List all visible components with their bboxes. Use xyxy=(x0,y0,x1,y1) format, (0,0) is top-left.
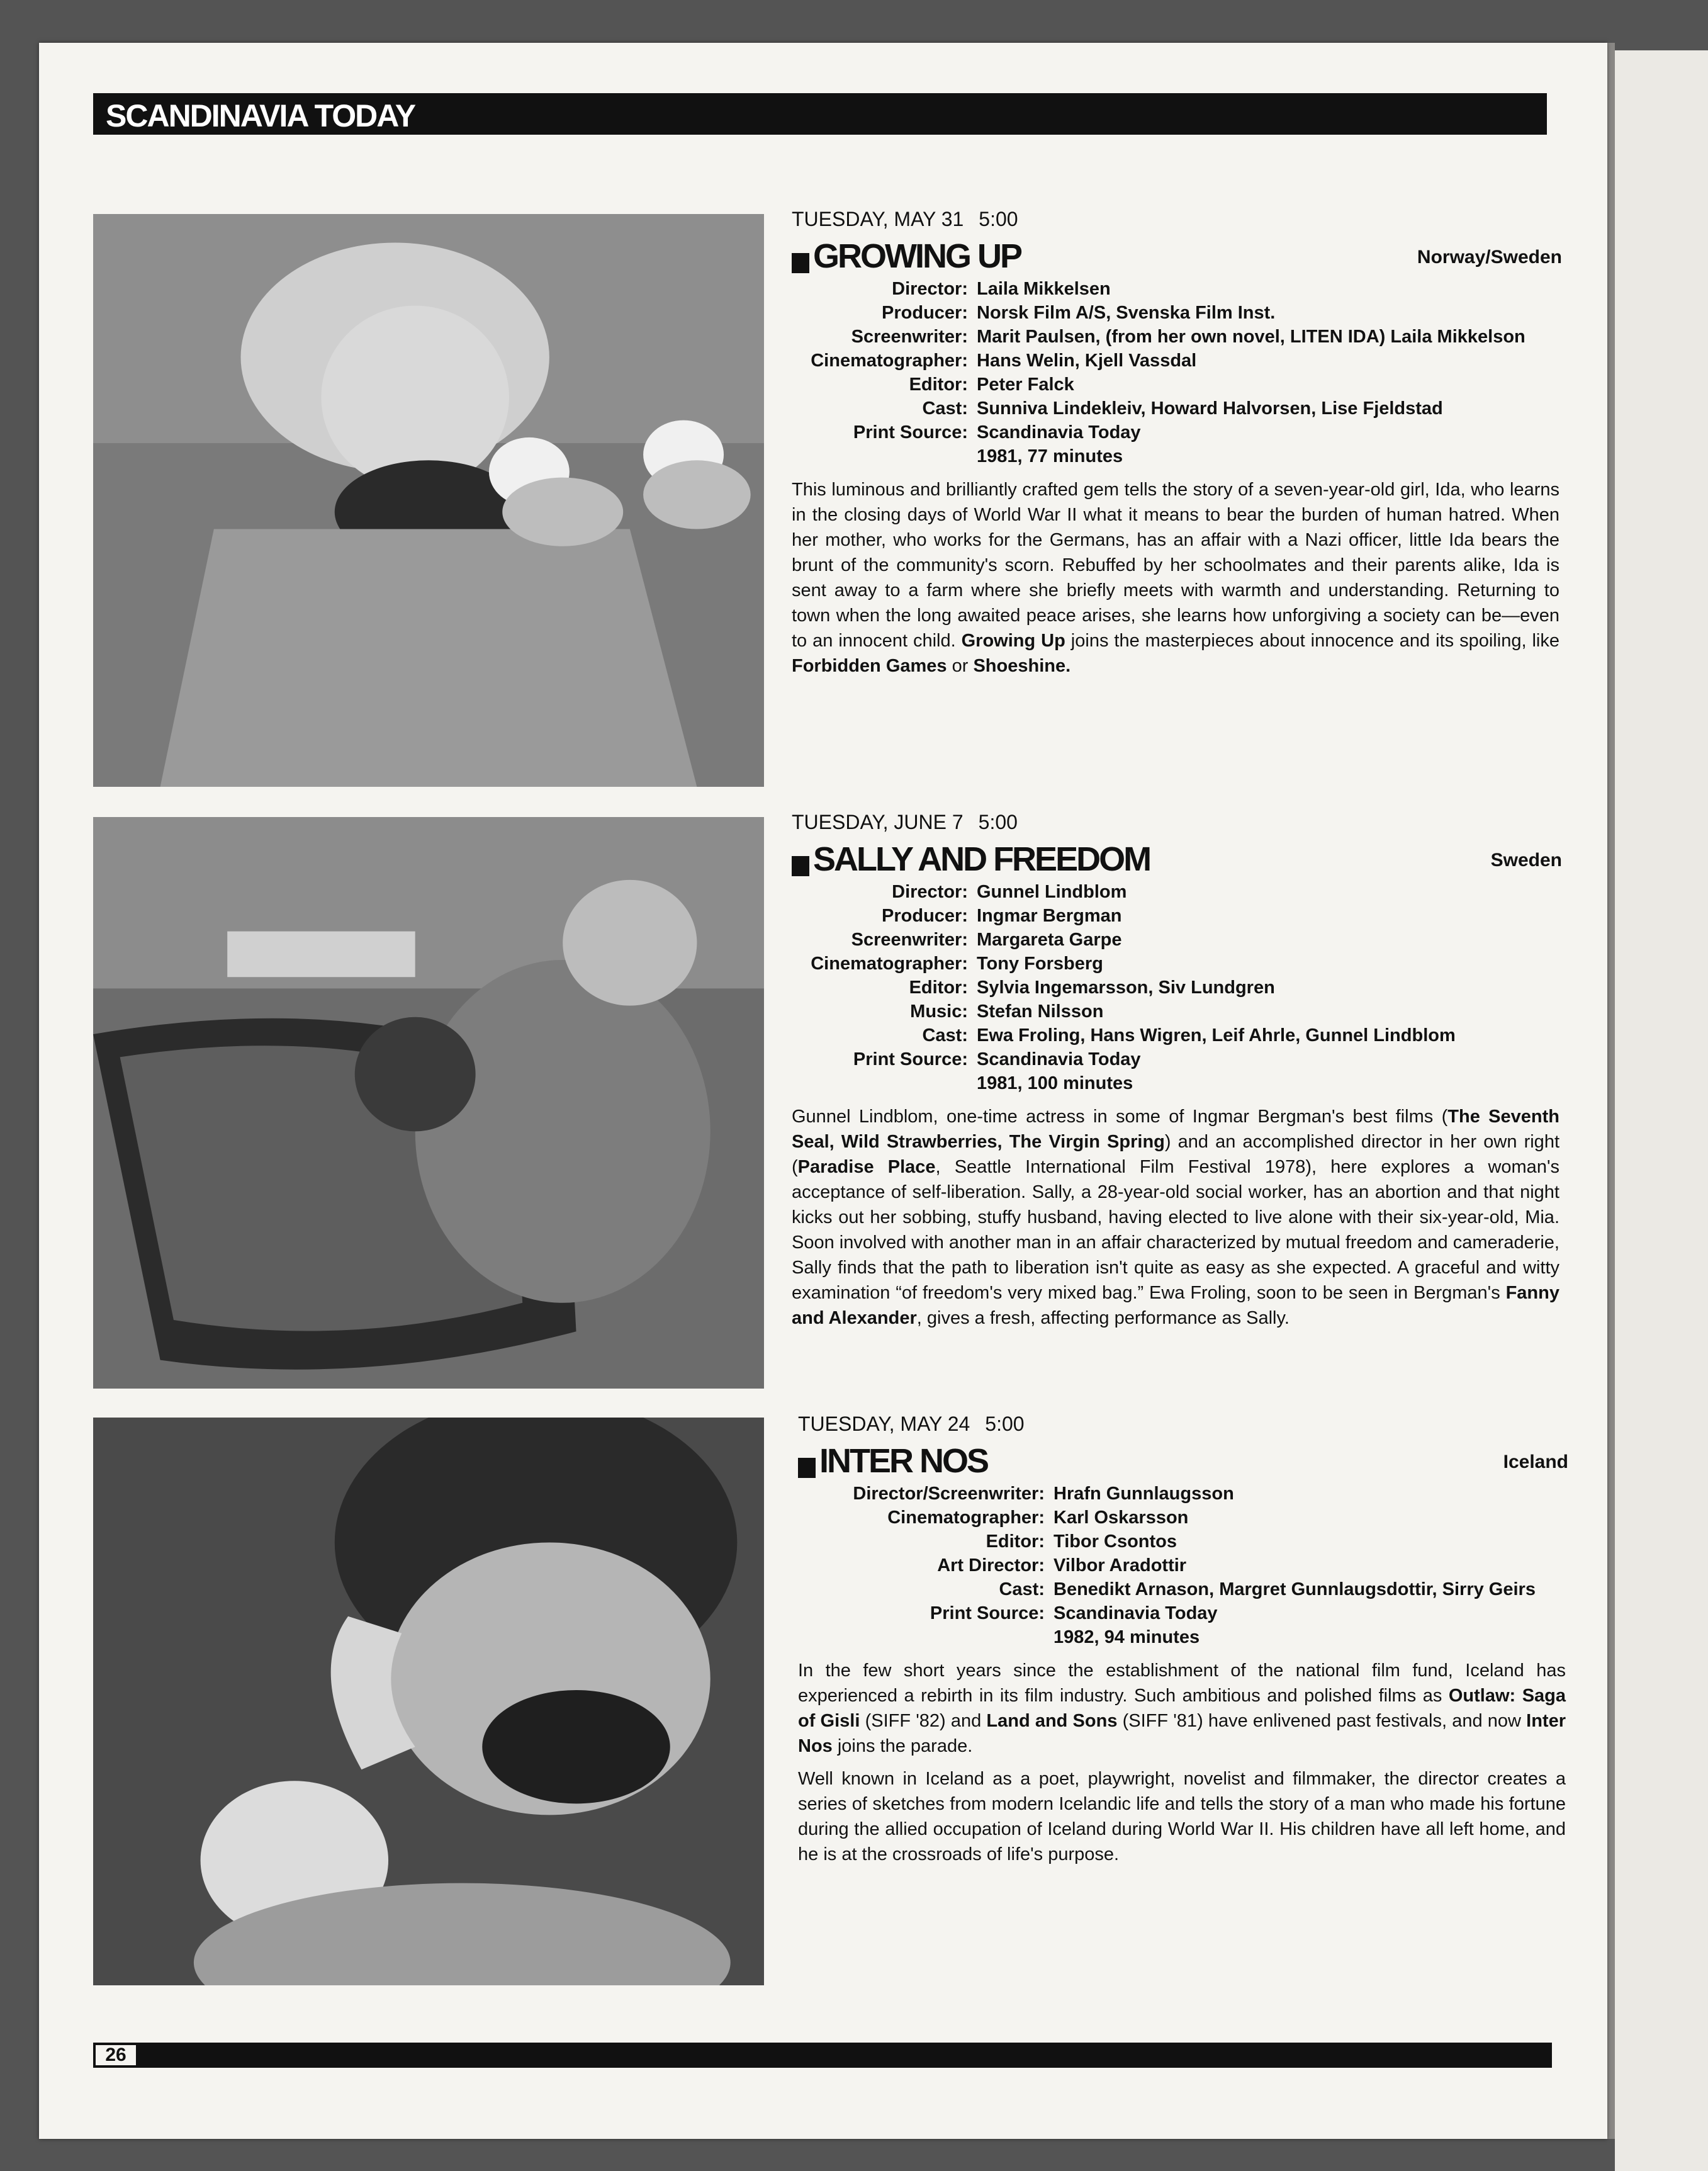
credit-value: Hrafn Gunnlaugsson xyxy=(1053,1484,1234,1504)
film-credits xyxy=(792,880,1559,1095)
credit-value: Ingmar Bergman xyxy=(977,906,1122,926)
credit-value: Tibor Csontos xyxy=(1053,1531,1177,1552)
credit-row xyxy=(792,1047,1559,1071)
film-credits xyxy=(798,1482,1566,1649)
credit-label: Cast: xyxy=(922,1025,968,1046)
credit-value: Tony Forsberg xyxy=(977,954,1103,974)
bullet-square-icon xyxy=(792,856,809,876)
credit-value: 1982, 94 minutes xyxy=(1053,1627,1200,1647)
credit-value: Scandinavia Today xyxy=(977,422,1141,443)
credit-value: Sylvia Ingemarsson, Siv Lundgren xyxy=(977,978,1275,998)
credit-value: Benedikt Arnason, Margret Gunnlaugsdottir, Sirry Geirs xyxy=(1053,1579,1536,1599)
credit-value: Scandinavia Today xyxy=(977,1049,1141,1069)
credit-label: Cinematographer: xyxy=(887,1508,1045,1528)
screening-date: TUESDAY, MAY 31 5:00 xyxy=(792,208,1018,230)
credit-label: Editor: xyxy=(986,1531,1045,1552)
credit-row xyxy=(792,1023,1559,1047)
description-paragraph: Well known in Iceland as a poet, playwright, novelist and filmmaker, the director creates a series of sketches from modern Icelandic life and tells the story of a man who made his fortune during the allied occupation of Iceland during World War II. His children have all left home, and he is at the crossroads of life's purpose. xyxy=(798,1769,1566,1864)
credit-row xyxy=(792,904,1559,928)
credit-label: Cinematographer: xyxy=(811,351,968,371)
credit-row xyxy=(798,1601,1566,1625)
credit-row xyxy=(792,349,1559,373)
credit-value: 1981, 100 minutes xyxy=(977,1073,1133,1093)
film-country: Iceland xyxy=(1503,1452,1568,1472)
bullet-square-icon xyxy=(792,253,809,273)
next-page-margin xyxy=(1615,50,1708,2171)
film-title-row xyxy=(792,237,1562,275)
credit-row xyxy=(792,928,1559,952)
credit-row xyxy=(792,880,1559,904)
credit-label: Cast: xyxy=(999,1579,1045,1599)
credit-value: Scandinavia Today xyxy=(1053,1603,1218,1623)
section-title: SCANDINAVIA TODAY xyxy=(106,98,415,133)
film-title: GROWING UP xyxy=(813,237,1021,275)
credit-value: 1981, 77 minutes xyxy=(977,446,1123,466)
section-header-bar xyxy=(93,93,1547,135)
credit-value: Margareta Garpe xyxy=(977,930,1122,950)
credit-row xyxy=(792,1071,1559,1095)
description-paragraph: Gunnel Lindblom, one-time actress in some of Ingmar Bergman's best films (The Seventh Seal, Wild Strawberries, The Virgin Spring) and an accomplished director in her own right (Paradise Place, Seattle International Film Festival 1978), here explores a woman's acceptance of self-liberation. Sally, a 28-year-old social worker, has an abortion and that night kicks out her sobbing, stuffy husband, having elected to live alone with their six-year-old, Mia. Soon involved with another man in an affair characterized by mutual freedom and cameraderie, Sally finds that the path to liberation isn't quite as easy as she expected. A graceful and witty examination “of freedom's very mixed bag.” Ewa Froling, soon to be seen in Bergman's Fanny and Alexander, gives a fresh, affecting performance as Sally. xyxy=(792,1107,1559,1328)
credit-row xyxy=(792,325,1559,349)
credit-value: Hans Welin, Kjell Vassdal xyxy=(977,351,1197,371)
credit-value: Laila Mikkelsen xyxy=(977,279,1111,299)
credit-label xyxy=(798,1625,1045,1649)
credit-value: Peter Falck xyxy=(977,375,1074,395)
credit-label xyxy=(792,444,968,468)
description-paragraph: In the few short years since the establishment of the national film fund, Iceland has experienced a rebirth in its film industry. Such ambitious and polished films as Outlaw: Saga of Gisli (SIFF '82) and Land and Sons (SIFF '81) have enlivened past festivals, and now Inter Nos joins the parade. xyxy=(798,1661,1566,1756)
page-number: 26 xyxy=(93,2043,138,2068)
film-title-row xyxy=(792,840,1562,878)
credit-label: Editor: xyxy=(909,375,968,395)
credit-label: Print Source: xyxy=(930,1603,1045,1623)
credit-value: Karl Oskarsson xyxy=(1053,1508,1189,1528)
credit-label: Cast: xyxy=(922,398,968,419)
inter-nos-photo xyxy=(93,1418,764,1985)
credit-row xyxy=(792,277,1559,301)
screening-date: TUESDAY, MAY 24 5:00 xyxy=(798,1413,1025,1435)
credit-row xyxy=(798,1530,1566,1554)
film-description xyxy=(798,1658,1566,1867)
credit-label: Director/Screenwriter: xyxy=(853,1484,1045,1504)
credit-row xyxy=(798,1482,1566,1506)
credit-row xyxy=(798,1506,1566,1530)
credit-label: Print Source: xyxy=(853,422,968,443)
film-title: SALLY AND FREEDOM xyxy=(813,840,1150,878)
credit-row xyxy=(798,1625,1566,1649)
sally-and-freedom-photo xyxy=(93,817,764,1389)
credit-label: Producer: xyxy=(882,303,968,323)
credit-label: Director: xyxy=(892,279,968,299)
credit-label: Screenwriter: xyxy=(851,327,968,347)
credit-value: Gunnel Lindblom xyxy=(977,882,1127,902)
credit-label: Art Director: xyxy=(937,1555,1045,1576)
film-title: INTER NOS xyxy=(819,1442,988,1480)
credit-value: Ewa Froling, Hans Wigren, Leif Ahrle, Gunnel Lindblom xyxy=(977,1025,1456,1046)
film-entry-sally-and-freedom xyxy=(792,809,1562,1338)
credit-label: Producer: xyxy=(882,906,968,926)
bullet-square-icon xyxy=(798,1458,816,1478)
credit-value: Marit Paulsen, (from her own novel, LITEN IDA) Laila Mikkelson xyxy=(977,327,1525,347)
film-credits xyxy=(792,277,1559,468)
credit-label: Screenwriter: xyxy=(851,930,968,950)
film-entry-inter-nos xyxy=(798,1411,1566,1875)
credit-value: Norsk Film A/S, Svenska Film Inst. xyxy=(977,303,1276,323)
credit-value: Stefan Nilsson xyxy=(977,1001,1104,1022)
credit-row xyxy=(792,397,1559,420)
page-edge xyxy=(1607,43,1615,2139)
credit-row xyxy=(798,1554,1566,1577)
film-country: Norway/Sweden xyxy=(1417,247,1562,268)
credit-row xyxy=(792,444,1559,468)
credit-label xyxy=(792,1071,968,1095)
credit-label: Cinematographer: xyxy=(811,954,968,974)
credit-label: Print Source: xyxy=(853,1049,968,1069)
growing-up-photo xyxy=(93,214,764,787)
credit-value: Sunniva Lindekleiv, Howard Halvorsen, Lise Fjeldstad xyxy=(977,398,1443,419)
credit-row xyxy=(792,1000,1559,1023)
credit-label: Director: xyxy=(892,882,968,902)
film-description xyxy=(792,477,1559,679)
credit-value: Vilbor Aradottir xyxy=(1053,1555,1187,1576)
credit-row xyxy=(792,373,1559,397)
credit-label: Music: xyxy=(910,1001,968,1022)
credit-label: Editor: xyxy=(909,978,968,998)
film-description xyxy=(792,1104,1559,1331)
screening-date: TUESDAY, JUNE 7 5:00 xyxy=(792,811,1018,833)
credit-row xyxy=(792,420,1559,444)
film-country: Sweden xyxy=(1490,850,1562,871)
credit-row xyxy=(798,1577,1566,1601)
credit-row xyxy=(792,301,1559,325)
film-entry-growing-up xyxy=(792,206,1562,686)
description-paragraph: This luminous and brilliantly crafted gem tells the story of a seven-year-old girl, Ida, who learns in the closing days of World War II what it means to bear the burden of human hatred. When her mother, who works for the Germans, has an affair with a Nazi officer, little Ida bears the brunt of the community's scorn. Rebuffed by her schoolmates and their parents alike, Ida is sent away to a farm where she briefly meets with warmth and understanding. Returning to town when the long awaited peace arises, she learns how unforgiving a society can be—even to an innocent child. Growing Up joins the masterpieces about innocence and its spoiling, like Forbidden Games or Shoeshine. xyxy=(792,480,1559,676)
credit-row xyxy=(792,976,1559,1000)
footer-bar xyxy=(93,2043,1552,2068)
credit-row xyxy=(792,952,1559,976)
film-title-row xyxy=(798,1443,1566,1479)
